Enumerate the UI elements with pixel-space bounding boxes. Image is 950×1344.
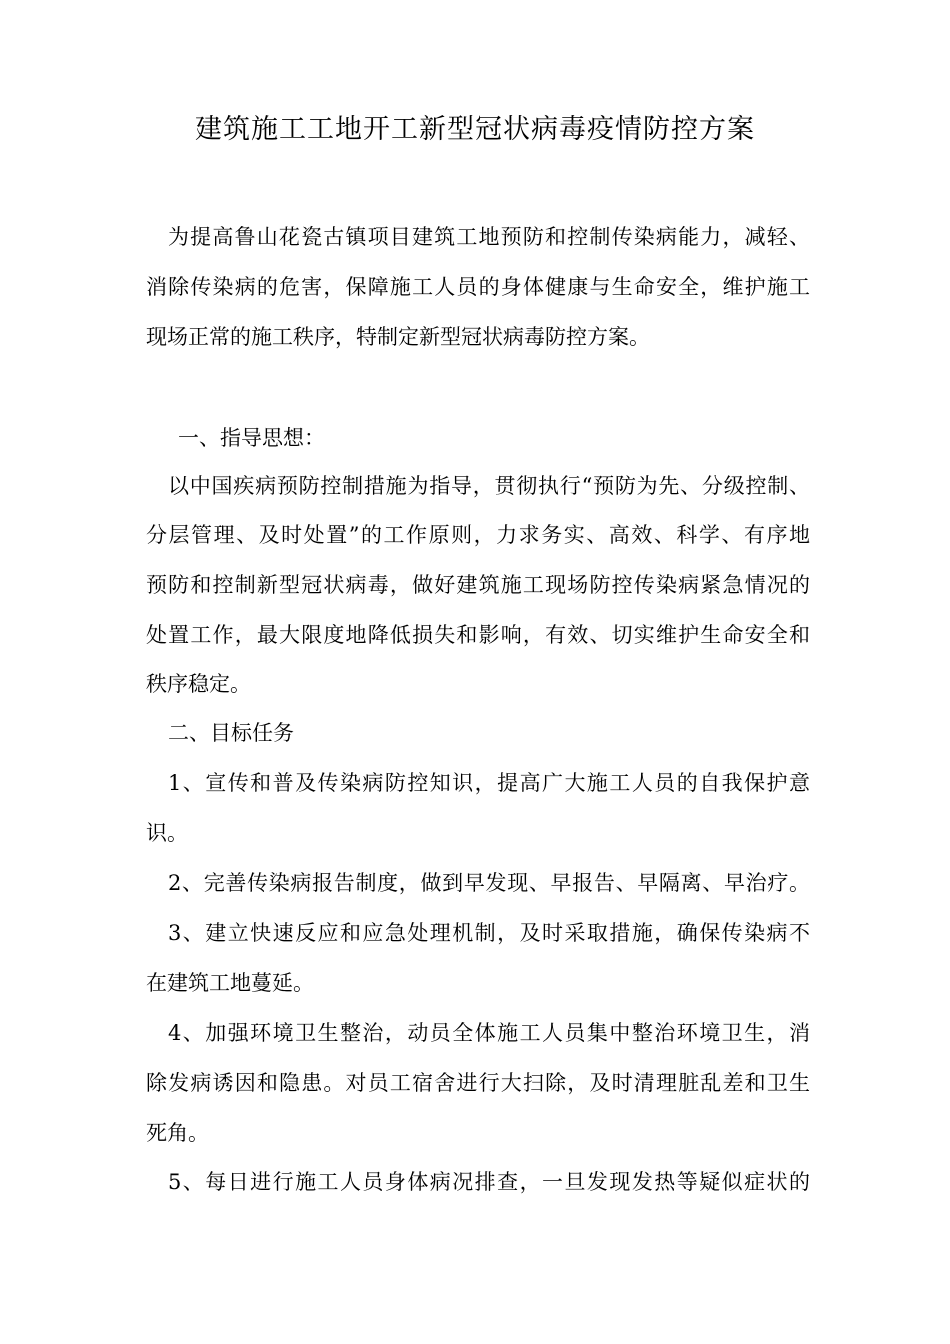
paragraph-line: 现场正常的施工秩序，特制定新型冠状病毒防控方案。 [146,325,650,349]
list-item-line: 3、建立快速反应和应急处理机制，及时采取措施，确保传染病不 [168,921,810,945]
list-item-line: 1、宣传和普及传染病防控知识，提高广大施工人员的自我保护意 [168,771,810,795]
paragraph-line: 秩序稳定。 [146,672,251,696]
section-heading: 一、指导思想： [178,426,325,450]
list-item-line: 识。 [146,821,188,845]
list-item-line: 4、加强环境卫生整治，动员全体施工人员集中整治环境卫生，消 [168,1021,810,1045]
list-item-line: 在建筑工地蔓延。 [146,971,314,995]
paragraph-line: 消除传染病的危害，保障施工人员的身体健康与生命安全，维护施工 [146,275,810,299]
document-title: 建筑施工工地开工新型冠状病毒疫情防控方案 [195,114,755,145]
list-item-line: 死角。 [146,1121,209,1145]
list-item-line: 除发病诱因和隐患。对员工宿舍进行大扫除，及时清理脏乱差和卫生 [146,1071,810,1095]
paragraph-line: 以中国疾病预防控制措施为指导，贯彻执行“预防为先、分级控制、 [168,474,810,498]
paragraph-line: 分层管理、及时处置”的工作原则，力求务实、高效、科学、有序地 [146,523,810,547]
paragraph-line: 为提高鲁山花瓷古镇项目建筑工地预防和控制传染病能力，减轻、 [168,225,810,249]
list-item-line: 2、完善传染病报告制度，做到早发现、早报告、早隔离、早治疗。 [168,871,810,895]
section-heading: 二、目标任务 [168,721,294,745]
list-item-line: 5、每日进行施工人员身体病况排查，一旦发现发热等疑似症状的 [168,1170,810,1194]
paragraph-line: 处置工作，最大限度地降低损失和影响，有效、切实维护生命安全和 [146,623,810,647]
paragraph-line: 预防和控制新型冠状病毒，做好建筑施工现场防控传染病紧急情况的 [146,573,810,597]
